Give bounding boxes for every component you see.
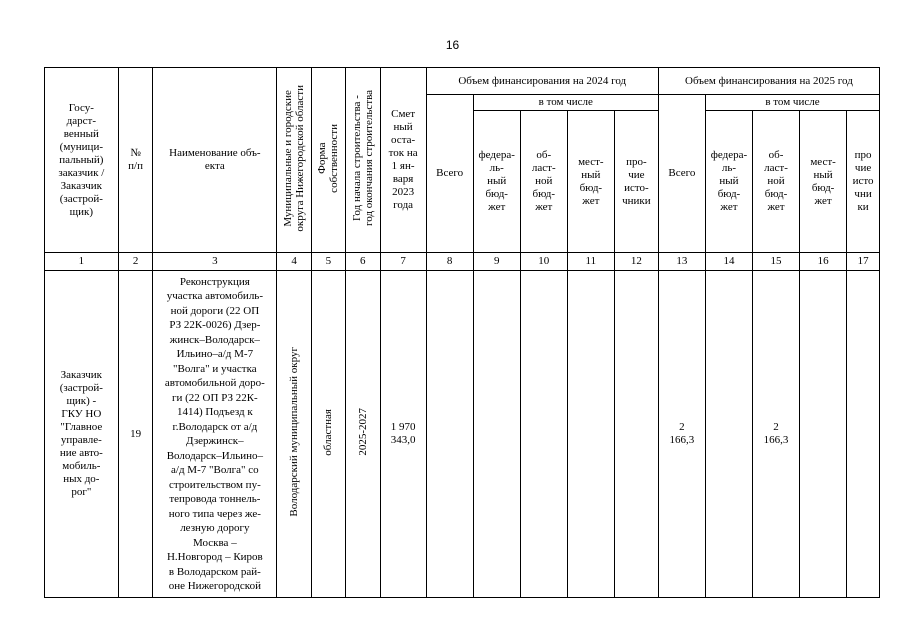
col-number: 12 xyxy=(614,253,658,271)
row-total-2025: 2 166,3 xyxy=(658,271,705,598)
col-number: 4 xyxy=(277,253,312,271)
col-number: 17 xyxy=(847,253,880,271)
row-federal-2024 xyxy=(473,271,520,598)
row-local-2025 xyxy=(800,271,847,598)
header-other-2025: про чие исто чни ки xyxy=(847,111,880,253)
col-number: 6 xyxy=(345,253,380,271)
row-estimate: 1 970 343,0 xyxy=(380,271,426,598)
page-number: 16 xyxy=(445,38,460,52)
header-total-2025: Всего xyxy=(658,95,705,253)
header-regional-2024: об- ласт- ной бюд- жет xyxy=(520,111,567,253)
row-regional-2025: 2 166,3 xyxy=(753,271,800,598)
header-funding-2024: Объем финансирования на 2024 год xyxy=(426,68,658,95)
col-number: 9 xyxy=(473,253,520,271)
row-num: 19 xyxy=(118,271,153,598)
header-object-name: Наименование объ- екта xyxy=(153,68,277,253)
row-other-2025 xyxy=(847,271,880,598)
header-ownership: Форма собственности xyxy=(312,68,346,253)
row-other-2024 xyxy=(614,271,658,598)
col-number: 2 xyxy=(118,253,153,271)
row-years: 2025-2027 xyxy=(345,271,380,598)
header-other-2024: про- чие исто- чники xyxy=(614,111,658,253)
col-number: 8 xyxy=(426,253,473,271)
header-num: № п/п xyxy=(118,68,153,253)
row-total-2024 xyxy=(426,271,473,598)
row-object-name: Реконструкция участка автомобиль- ной дороги (22 ОП РЗ 22К-0026) Дзер- жинск–Володарск– Ильино–а/д М-7 "Волга" и участка автомобильной доро- ги (22 ОП РЗ 22К- 1414) Подъезд к г.Володарск от а/д Дзержинск– Володарск–Ильино– а/д М-7 "Волга" со строительством пу- тепровода тоннель- ного типа через же- лезную дорогу Москва – Н.Новгород – Киров в Володарском рай- оне Нижегородской xyxy=(153,271,277,598)
header-federal-2024: федера- ль- ный бюд- жет xyxy=(473,111,520,253)
header-federal-2025: федера- ль- ный бюд- жет xyxy=(705,111,752,253)
col-number: 5 xyxy=(312,253,346,271)
row-local-2024 xyxy=(567,271,614,598)
header-regional-2025: об- ласт- ной бюд- жет xyxy=(753,111,800,253)
col-number: 7 xyxy=(380,253,426,271)
header-including-2024: в том числе xyxy=(473,95,658,111)
col-number: 3 xyxy=(153,253,277,271)
header-local-2025: мест- ный бюд- жет xyxy=(800,111,847,253)
col-number: 14 xyxy=(705,253,752,271)
header-total-2024: Всего xyxy=(426,95,473,253)
row-ownership: областная xyxy=(312,271,346,598)
row-customer: Заказчик (застрой- щик) - ГКУ НО "Главное управле- ние авто- мобиль- ных до- рог" xyxy=(45,271,119,598)
header-including-2025: в том числе xyxy=(705,95,879,111)
header-local-2024: мест- ный бюд- жет xyxy=(567,111,614,253)
col-number: 1 xyxy=(45,253,119,271)
row-federal-2025 xyxy=(705,271,752,598)
col-number: 13 xyxy=(658,253,705,271)
col-number: 11 xyxy=(567,253,614,271)
col-number: 16 xyxy=(800,253,847,271)
header-years: Год начала строительства - год окончания строительства xyxy=(345,68,380,253)
header-estimate: Смет ный оста- ток на 1 ян- варя 2023 года xyxy=(380,68,426,253)
col-number: 15 xyxy=(753,253,800,271)
header-customer: Госу- дарст- венный (муници- пальный) заказчик / Заказчик (застрой- щик) xyxy=(45,68,119,253)
table-row xyxy=(45,271,880,598)
header-municipality: Муниципальные и городские округа Нижегородской области xyxy=(277,68,312,253)
row-regional-2024 xyxy=(520,271,567,598)
financing-table xyxy=(44,67,880,598)
header-funding-2025: Объем финансирования на 2025 год xyxy=(658,68,879,95)
row-municipality: Володарский муниципальный округ xyxy=(277,271,312,598)
col-number: 10 xyxy=(520,253,567,271)
